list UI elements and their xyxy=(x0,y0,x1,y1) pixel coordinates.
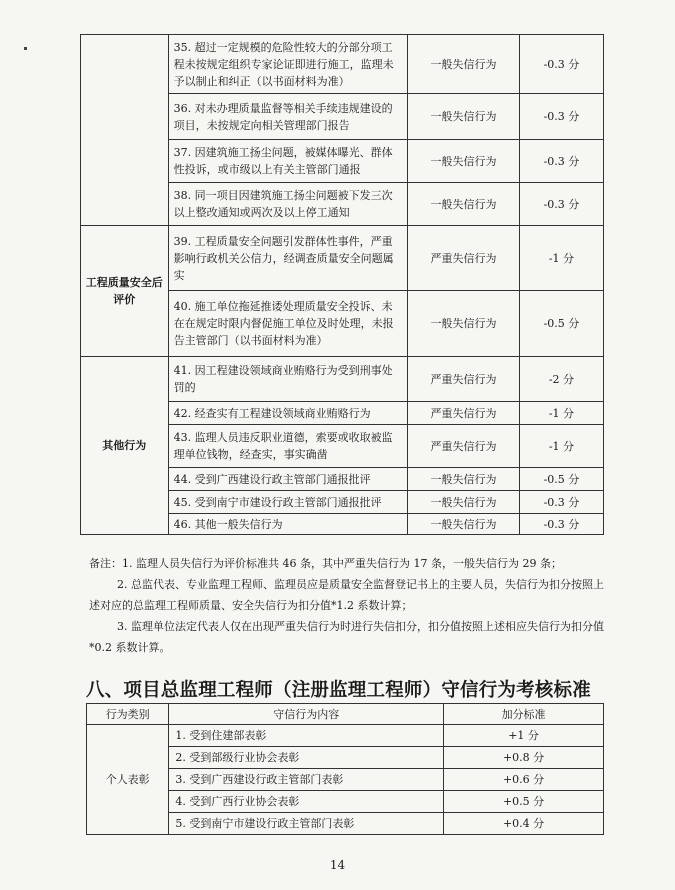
criteria-content: 36. 对未办理质量监督等相关手续违规建设的项目，未按规定向相关管理部门报告 xyxy=(168,94,407,140)
criteria-score: -0.3 分 xyxy=(519,183,603,226)
dishonesty-criteria-table xyxy=(80,34,604,535)
criteria-content: 44. 受到广西建设行政主管部门通报批评 xyxy=(168,468,407,491)
criteria-score: +0.6 分 xyxy=(444,769,604,791)
table-header-row xyxy=(87,704,604,725)
criteria-type: 一般失信行为 xyxy=(408,291,520,357)
criteria-content: 5. 受到南宁市建设行政主管部门表彰 xyxy=(169,813,444,835)
category-cell xyxy=(81,35,169,226)
criteria-score: +0.4 分 xyxy=(444,813,604,835)
criteria-score: -2 分 xyxy=(519,357,603,402)
criteria-score: -0.3 分 xyxy=(519,140,603,183)
column-header: 行为类别 xyxy=(87,704,169,725)
criteria-content: 3. 受到广西建设行政主管部门表彰 xyxy=(169,769,444,791)
criteria-type: 一般失信行为 xyxy=(408,94,520,140)
criteria-type: 一般失信行为 xyxy=(408,514,520,535)
criteria-score: +0.5 分 xyxy=(444,791,604,813)
scan-mark xyxy=(24,47,27,50)
table-row xyxy=(81,357,604,402)
criteria-type: 一般失信行为 xyxy=(408,183,520,226)
criteria-content: 46. 其他一般失信行为 xyxy=(168,514,407,535)
section-heading: 八、项目总监理工程师（注册监理工程师）守信行为考核标准 xyxy=(86,680,591,701)
criteria-score: +0.8 分 xyxy=(444,747,604,769)
criteria-score: -1 分 xyxy=(519,402,603,425)
criteria-type: 一般失信行为 xyxy=(408,140,520,183)
criteria-score: -1 分 xyxy=(519,226,603,291)
criteria-type: 一般失信行为 xyxy=(408,35,520,94)
criteria-score: -1 分 xyxy=(519,425,603,468)
table-row xyxy=(87,725,604,747)
criteria-score: -0.3 分 xyxy=(519,35,603,94)
criteria-type: 严重失信行为 xyxy=(408,357,520,402)
table-row xyxy=(81,35,604,94)
criteria-content: 38. 同一项目因建筑施工扬尘问题被下发三次以上整改通知或两次及以上停工通知 xyxy=(168,183,407,226)
criteria-content: 41. 因工程建设领域商业贿赂行为受到刑事处罚的 xyxy=(168,357,407,402)
remarks xyxy=(89,553,609,658)
category-cell: 个人表彰 xyxy=(87,725,169,835)
remark-3: 3. 监理单位法定代表人仅在出现严重失信行为时进行失信扣分，扣分值按照上述相应失信行为扣分值*0.2 系数计算。 xyxy=(89,620,604,654)
criteria-type: 严重失信行为 xyxy=(408,425,520,468)
column-header: 守信行为内容 xyxy=(169,704,444,725)
criteria-content: 2. 受到部级行业协会表彰 xyxy=(169,747,444,769)
page-number: 14 xyxy=(329,858,346,872)
trustworthy-criteria-table xyxy=(86,703,604,835)
criteria-type: 严重失信行为 xyxy=(408,402,520,425)
criteria-content: 43. 监理人员违反职业道德，索要或收取被监理单位钱物，经查实，事实确凿 xyxy=(168,425,407,468)
criteria-score: +1 分 xyxy=(444,725,604,747)
criteria-content: 42. 经查实有工程建设领域商业贿赂行为 xyxy=(168,402,407,425)
criteria-type: 严重失信行为 xyxy=(408,226,520,291)
criteria-score: -0.5 分 xyxy=(519,291,603,357)
category-cell: 工程质量安全后评价 xyxy=(81,226,169,357)
column-header: 加分标准 xyxy=(444,704,604,725)
criteria-content: 40. 施工单位拖延推诿处理质量安全投诉、未在在规定时限内督促施工单位及时处理，未报告主管部门（以书面材料为准） xyxy=(168,291,407,357)
criteria-type: 一般失信行为 xyxy=(408,468,520,491)
criteria-score: -0.3 分 xyxy=(519,491,603,514)
criteria-content: 37. 因建筑施工扬尘问题，被媒体曝光、群体性投诉，或市级以上有关主管部门通报 xyxy=(168,140,407,183)
remark-2: 2. 总监代表、专业监理工程师、监理员应是质量安全监督登记书上的主要人员，失信行为扣分按照上述对应的总监理工程师质量、安全失信行为扣分值*1.2 系数计算； xyxy=(89,578,604,612)
criteria-content: 39. 工程质量安全问题引发群体性事件，严重影响行政机关公信力，经调查质量安全问题属实 xyxy=(168,226,407,291)
criteria-content: 1. 受到住建部表彰 xyxy=(169,725,444,747)
criteria-content: 35. 超过一定规模的危险性较大的分部分项工程未按规定组织专家论证即进行施工，监理未予以制止和纠正（以书面材料为准） xyxy=(168,35,407,94)
remark-1: 备注：1. 监理人员失信行为评价标准共 46 条，其中严重失信行为 17 条，一般失信行为 29 条； xyxy=(89,557,562,570)
table-row xyxy=(81,226,604,291)
criteria-content: 4. 受到广西行业协会表彰 xyxy=(169,791,444,813)
category-cell: 其他行为 xyxy=(81,357,169,535)
criteria-score: -0.3 分 xyxy=(519,94,603,140)
criteria-score: -0.3 分 xyxy=(519,514,603,535)
criteria-content: 45. 受到南宁市建设行政主管部门通报批评 xyxy=(168,491,407,514)
criteria-type: 一般失信行为 xyxy=(408,491,520,514)
criteria-score: -0.5 分 xyxy=(519,468,603,491)
